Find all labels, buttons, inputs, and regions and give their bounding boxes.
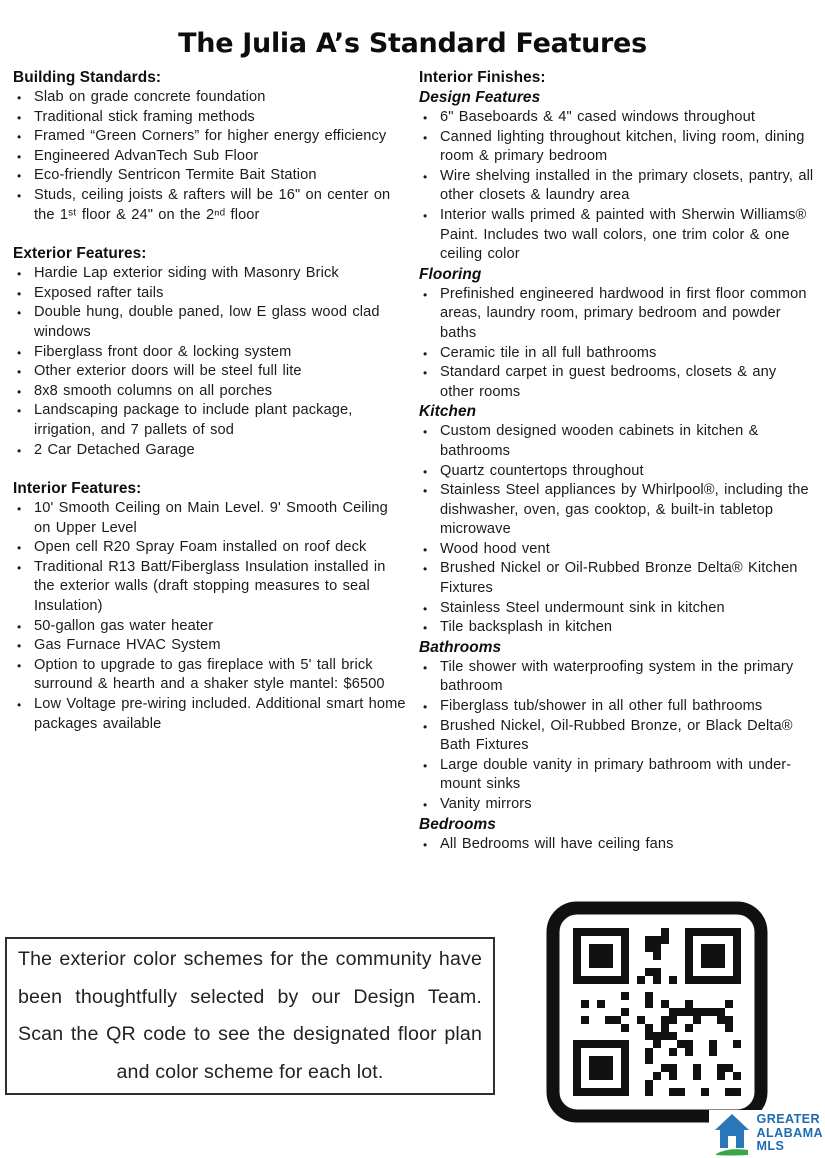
feature-item: • Gas Furnace HVAC System	[13, 636, 409, 656]
feature-list	[419, 658, 815, 815]
feature-item: • 50-gallon gas water heater	[13, 617, 409, 637]
feature-item: • Wire shelving installed in the primary closets, pantry, all other closets & laundry area	[419, 167, 815, 206]
feature-item: • Option to upgrade to gas fireplace with 5' tall brick surround & hearth and a shaker style mantel: $6500	[13, 656, 409, 695]
feature-item: • Double hung, double paned, low E glass wood clad windows	[13, 303, 409, 342]
feature-list	[13, 499, 409, 734]
feature-item: • Slab on grade concrete foundation	[13, 88, 409, 108]
feature-item: • 2 Car Detached Garage	[13, 441, 409, 461]
feature-item: • 6" Baseboards & 4" cased windows throughout	[419, 108, 815, 128]
feature-item: • Exposed rafter tails	[13, 284, 409, 304]
feature-item: • Prefinished engineered hardwood in first floor common areas, laundry room, primary bedroom and powder baths	[419, 285, 815, 344]
qr-code	[546, 901, 768, 1123]
left-column	[13, 68, 409, 854]
mls-logo-line3: MLS	[756, 1139, 785, 1154]
section-heading: Flooring	[419, 265, 482, 283]
feature-item: • Landscaping package to include plant package, irrigation, and 7 pallets of sod	[13, 401, 409, 440]
feature-item: • Fiberglass front door & locking system	[13, 343, 409, 363]
feature-list	[419, 835, 815, 855]
feature-item: • Traditional R13 Batt/Fiberglass Insulation installed in the exterior walls (draft stopping measures to seal Insulation)	[13, 558, 409, 617]
feature-item: • Tile shower with waterproofing system in the primary bathroom	[419, 658, 815, 697]
feature-item: • Wood hood vent	[419, 540, 815, 560]
feature-item: • Large double vanity in primary bathroom with under-mount sinks	[419, 756, 815, 795]
feature-list	[419, 422, 815, 638]
feature-item: • Ceramic tile in all full bathrooms	[419, 344, 815, 364]
feature-item: • Interior walls primed & painted with Sherwin Williams® Paint. Includes two wall colors, one trim color & one ceiling color	[419, 206, 815, 265]
qr-code-icon	[546, 901, 768, 1123]
section-heading: Design Features	[419, 89, 541, 106]
feature-item: • Tile backsplash in kitchen	[419, 618, 815, 638]
section-heading: Bedrooms	[419, 815, 496, 833]
feature-item: • 8x8 smooth columns on all porches	[13, 382, 409, 402]
feature-list	[13, 88, 409, 225]
feature-item: • Custom designed wooden cabinets in kitchen & bathrooms	[419, 422, 815, 461]
page-title: The Julia A’s Standard Features	[178, 28, 647, 59]
right-column	[419, 68, 815, 854]
feature-columns	[0, 59, 825, 854]
feature-item: • Fiberglass tub/shower in all other full bathrooms	[419, 697, 815, 717]
feature-item: • Canned lighting throughout kitchen, living room, dining room & primary bedroom	[419, 128, 815, 167]
house-icon	[712, 1112, 752, 1156]
feature-item: • Hardie Lap exterior siding with Masonry Brick	[13, 264, 409, 284]
section-heading: Interior Features:	[13, 480, 142, 498]
section-heading: Interior Finishes:	[419, 69, 546, 86]
section-heading: Building Standards:	[13, 69, 162, 86]
color-scheme-note-box	[5, 937, 495, 1095]
feature-item: • Stainless Steel undermount sink in kitchen	[419, 599, 815, 619]
feature-item: • Engineered AdvanTech Sub Floor	[13, 147, 409, 167]
mls-logo	[709, 1110, 823, 1156]
feature-item: • Vanity mirrors	[419, 795, 815, 815]
feature-item: • Open cell R20 Spray Foam installed on roof deck	[13, 538, 409, 558]
feature-item: • Studs, ceiling joists & rafters will be 16" on center on the 1ˢᵗ floor & 24" on the 2ⁿᵈ floor	[13, 186, 409, 225]
feature-list	[419, 108, 815, 265]
mls-logo-text	[757, 1113, 823, 1156]
feature-item: • Quartz countertops throughout	[419, 462, 815, 482]
feature-item: • 10' Smooth Ceiling on Main Level. 9' Smooth Ceiling on Upper Level	[13, 499, 409, 538]
feature-item: • Standard carpet in guest bedrooms, closets & any other rooms	[419, 363, 815, 402]
feature-list	[419, 285, 815, 403]
feature-list	[13, 264, 409, 460]
section-heading: Exterior Features:	[13, 245, 147, 263]
feature-item: • Brushed Nickel, Oil-Rubbed Bronze, or Black Delta® Bath Fixtures	[419, 717, 815, 756]
section-heading: Kitchen	[419, 403, 477, 421]
color-scheme-note-text: The exterior color schemes for the community have been thoughtfully selected by our Design Team. Scan the QR code to see the designated floor plan and color scheme for each lot.	[18, 948, 482, 1083]
mls-logo-line1: GREATER	[756, 1112, 820, 1127]
feature-item: • Other exterior doors will be steel full lite	[13, 362, 409, 382]
section-heading: Bathrooms	[419, 638, 502, 656]
feature-item: • Brushed Nickel or Oil-Rubbed Bronze Delta® Kitchen Fixtures	[419, 559, 815, 598]
feature-item: • Stainless Steel appliances by Whirlpool®, including the dishwasher, oven, gas cooktop, & built-in tabletop microwave	[419, 481, 815, 540]
mls-logo-line2: ALABAMA	[756, 1125, 823, 1140]
feature-item: • Low Voltage pre-wiring included. Additional smart home packages available	[13, 695, 409, 734]
feature-item: • All Bedrooms will have ceiling fans	[419, 835, 815, 855]
feature-item: • Eco-friendly Sentricon Termite Bait Station	[13, 166, 409, 186]
feature-item: • Traditional stick framing methods	[13, 108, 409, 128]
feature-item: • Framed “Green Corners” for higher energy efficiency	[13, 127, 409, 147]
